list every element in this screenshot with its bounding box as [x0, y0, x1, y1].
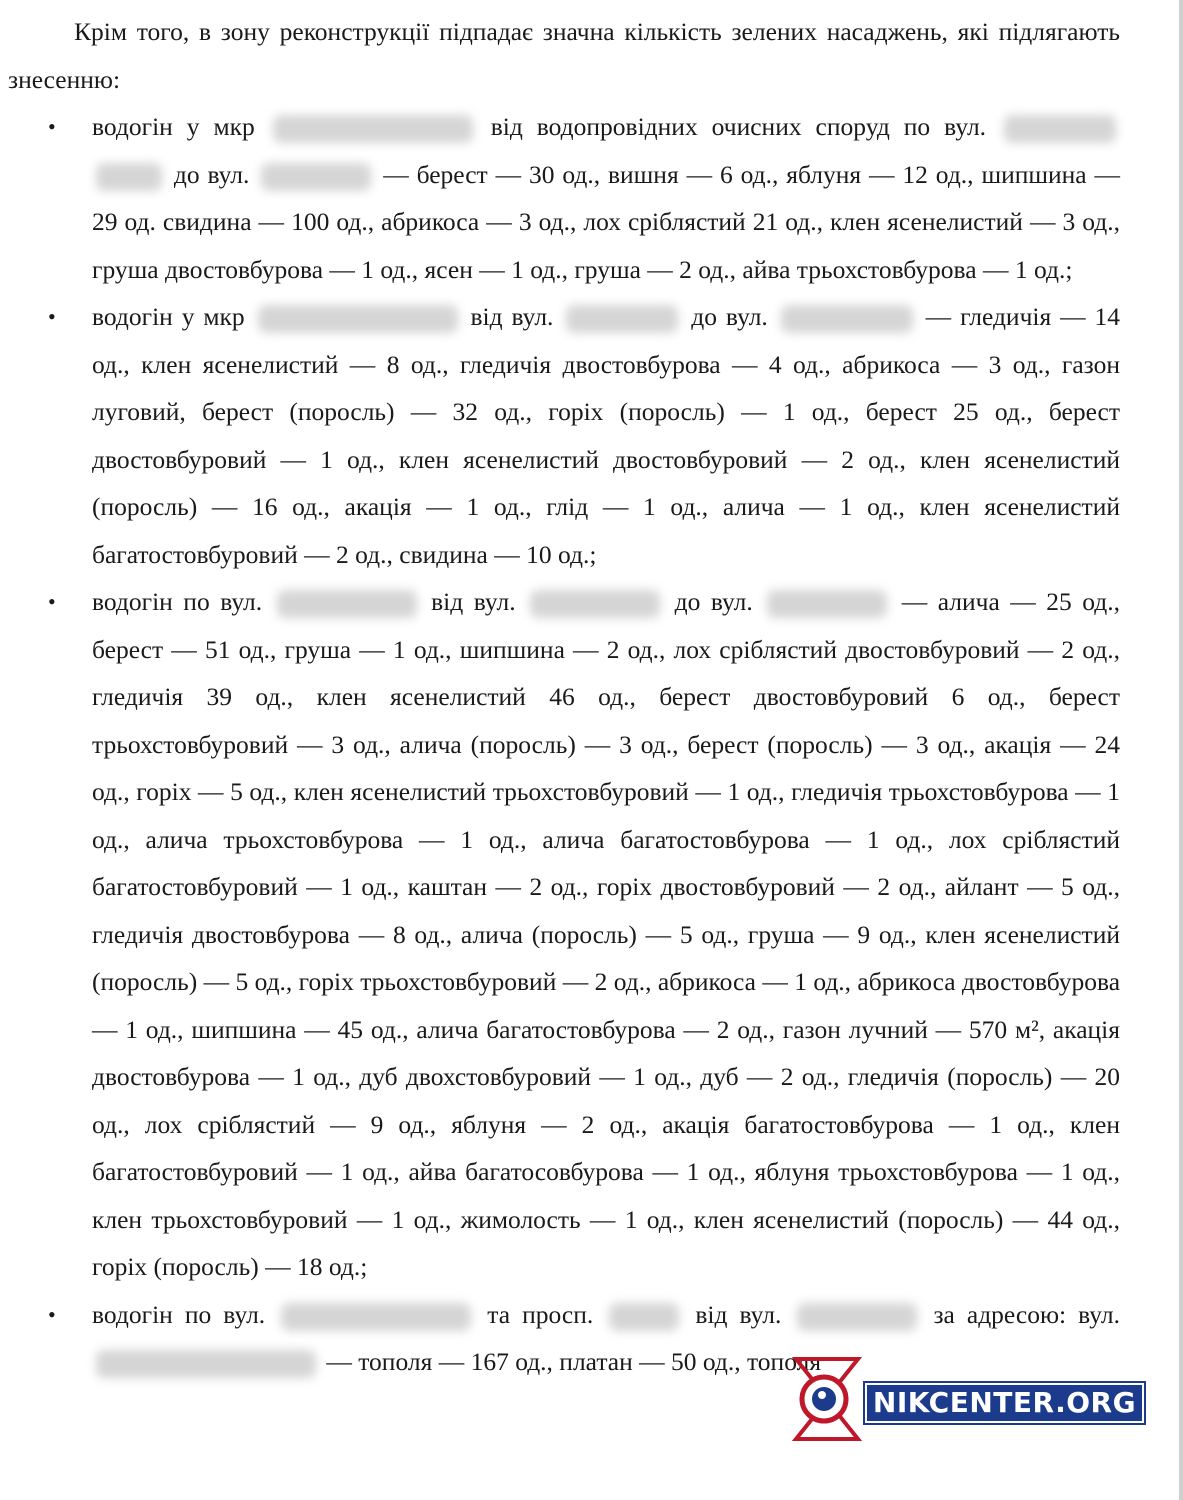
item-prefix: водогін у мкр: [92, 302, 245, 331]
watermark-text: NIKCENTER.ORG: [865, 1383, 1144, 1423]
item-prefix: водогін по вул.: [92, 1299, 266, 1329]
item-text: за адресою: вул.: [933, 1299, 1121, 1329]
redacted-text: [258, 305, 458, 333]
redacted-text: [530, 590, 660, 618]
item-tail: — тополя — 167 од., платан — 50 од., тополя: [326, 1347, 822, 1376]
bullet-icon: •: [48, 1301, 56, 1327]
bullet-icon: •: [48, 589, 56, 614]
item-middle: від вул.: [470, 302, 554, 331]
document-body: [8, 8, 1120, 1386]
redacted-text: [767, 590, 887, 618]
bullet-icon: •: [48, 304, 56, 329]
item-text: — берест — 30 од., вишня — 6 од., яблуня — 12 од., шипшина — 29 од. свидина — 100 од., абрикоса — 3 од., лох сріблястий 21 од., клен ясенелистий — 3 од., груша двостовбурова — 1 од., ясен — 1 од., груша — 2 од., айва трьохстовбурова — 1 од.;: [92, 159, 1121, 284]
item-text: — гледичія — 14 од., клен ясенелистий — 8 од., гледичія двостовбурова — 4 од., абрикоса — 3 од., газон луговий, берест (поросль) — 32 од., горіх (поросль) — 1 од., берест 25 од., берест двостовбуровий — 1 од., клен ясенелистий двостовбуровий — 2 од., клен ясенелистий (поросль) — 16 од., акація — 1 од., глід — 1 од., алича — 1 од., клен ясенелистий багатостовбуровий — 2 од., свидина — 10 од.;: [92, 302, 1121, 569]
redacted-text: [261, 163, 371, 191]
item-middle: від водопровідних очисних споруд по вул.: [490, 112, 987, 141]
list-item: [8, 103, 1120, 293]
bullet-icon: •: [48, 114, 56, 139]
redacted-text: [277, 590, 417, 618]
item-middle: до вул.: [173, 159, 250, 189]
item-middle: до вул.: [691, 302, 768, 331]
redacted-text: [566, 305, 678, 333]
removal-list: [8, 103, 1120, 1386]
redacted-text: [96, 163, 162, 191]
item-middle: від вул.: [431, 587, 516, 616]
redacted-text: [273, 115, 473, 143]
redacted-text: [1004, 115, 1116, 143]
item-middle: та просп.: [487, 1299, 594, 1329]
list-item: [8, 293, 1120, 578]
redacted-text: [781, 305, 913, 333]
redacted-text: [96, 1350, 316, 1378]
item-text: — алича — 25 од., берест — 51 од., груша — 1 од., шипшина — 2 од., лох сріблястий двостовбуровий — 2 од., гледичія 39 од., клен ясенелистий 46 од., берест двостовбуровий 6 од., берест трьохстовбуровий — 3 од., алича (поросль) — 3 од., берест (поросль) — 3 од., акація — 24 од., горіх — 5 од., клен ясенелистий трьохстовбуровий — 1 од., гледичія трьохстовбурова — 1 од., алича трьохстовбурова — 1 од., алича багатостовбурова — 1 од., лох сріблястий багатостовбуровий — 1 од., каштан — 2 од., горіх двостовбуровий — 2 од., айлант — 5 од., гледичія двостовбурова — 8 од., алича (поросль) — 5 од., груша — 9 од., клен ясенелистий (поросль) — 5 од., горіх трьохстовбуровий — 2 од., абрикоса — 1 од., абрикоса двостовбурова — 1 од., шипшина — 45 од., алича багатостовбурова — 2 од., газон лучний — 570 м², акація двостовбурова — 1 од., дуб двохстовбуровий — 1 од., дуб — 2 од., гледичія (поросль) — 20 од., лох сріблястий — 9 од., яблуня — 2 од., акація багатостовбурова — 1 од., клен багатостовбуровий — 1 од., айва багатосовбурова — 1 од., яблуня трьохстовбурова — 1 од., клен трьохстовбуровий — 1 од., жимолость — 1 од., клен ясенелистий (поросль) — 44 од., горіх (поросль) — 18 од.;: [92, 587, 1121, 1281]
redacted-text: [797, 1303, 917, 1331]
redacted-text: [609, 1303, 679, 1331]
item-prefix: водогін у мкр: [92, 112, 255, 141]
redacted-text: [281, 1303, 471, 1331]
item-middle: від вул.: [695, 1299, 782, 1329]
item-prefix: водогін по вул.: [92, 587, 263, 616]
item-middle: до вул.: [674, 587, 753, 616]
list-item: [8, 578, 1120, 1291]
intro-paragraph: Крім того, в зону реконструкції підпадає значна кількість зелених насаджень, які підлягають знесенню:: [8, 17, 1120, 94]
